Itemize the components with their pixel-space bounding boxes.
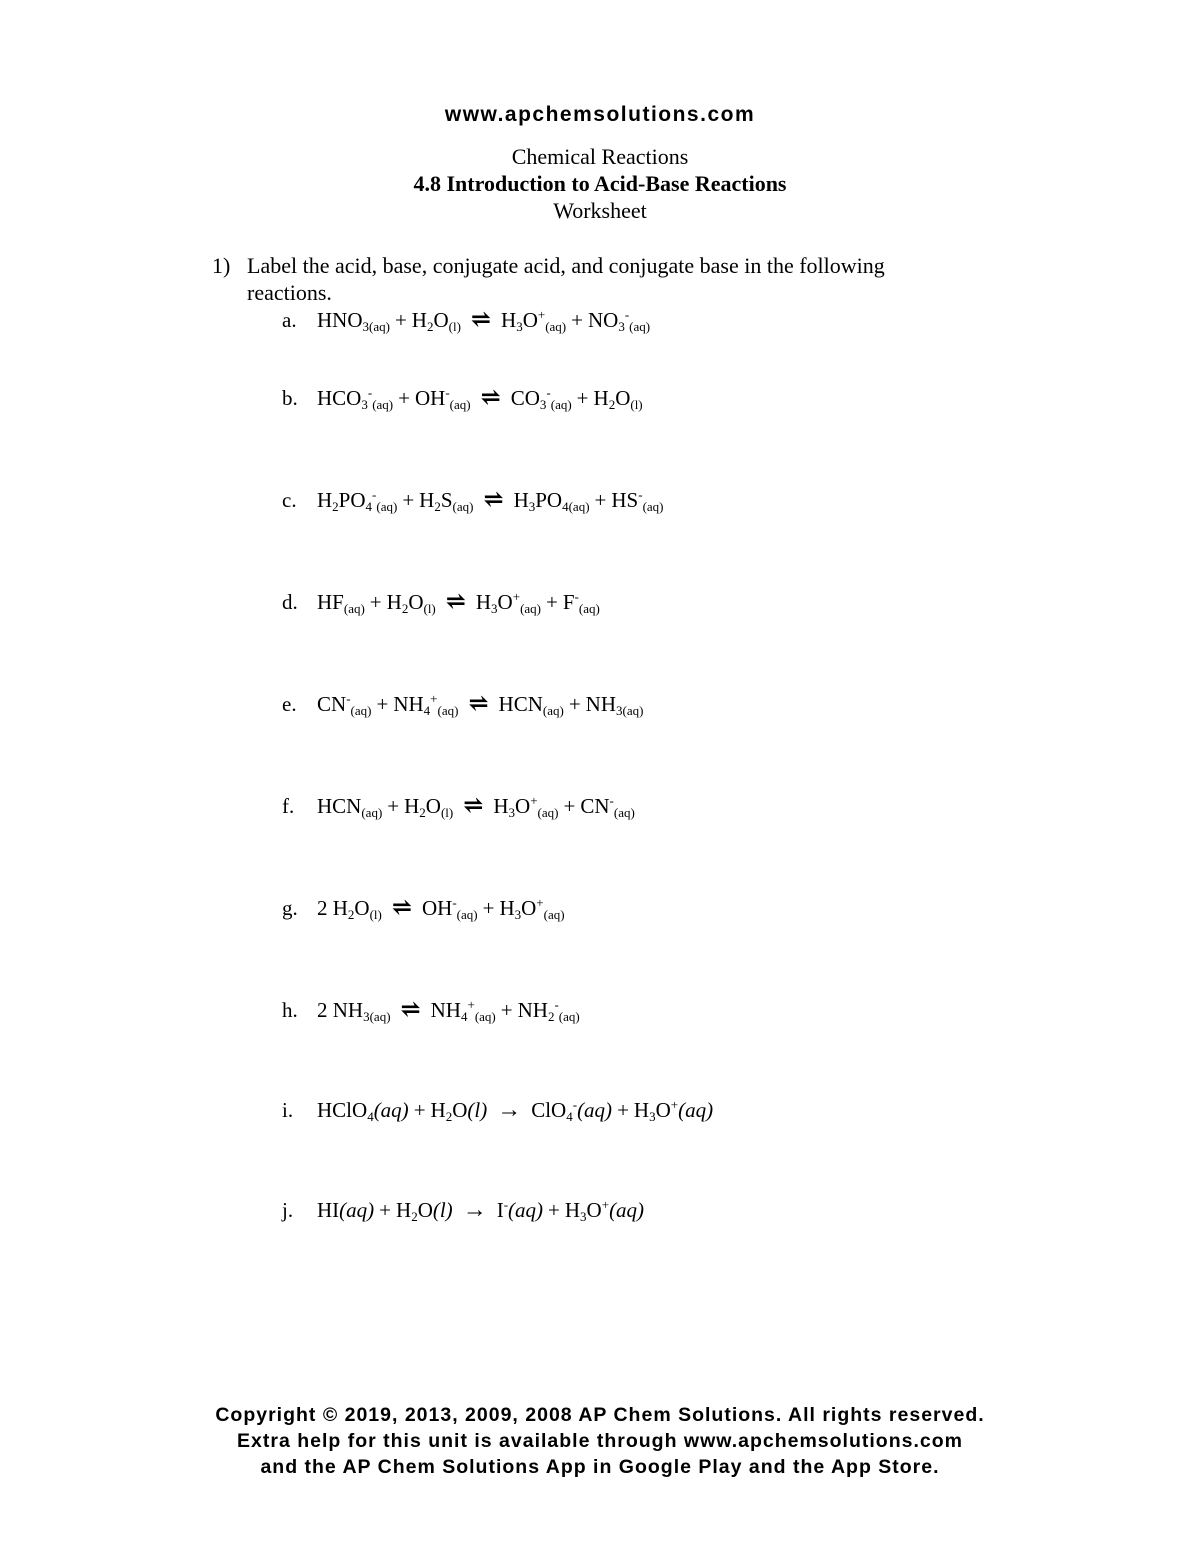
equilibrium-arrow-icon: ⇌ (445, 589, 466, 615)
product-1: I-(aq) (496, 1197, 544, 1222)
equation-j (282, 1198, 644, 1223)
product-1: $CO_3^-_{(aq)}$ (510, 385, 572, 412)
equation-letter: j. (282, 1198, 294, 1222)
product-1: $H_3PO_{4(aq)}$ (513, 488, 590, 514)
product-1: $NH_4^+_{(aq)}$ (430, 997, 496, 1024)
plus-sign: + (376, 692, 389, 716)
footer-line-2: Extra help for this unit is available through www.apchemsolutions.com (237, 1430, 963, 1452)
product-2: $NO_3^-_{(aq)}$ (587, 307, 651, 334)
reactant-1: $CN^-_{(aq)}$ (317, 691, 372, 718)
equation-b (282, 386, 643, 411)
plus-sign: + (546, 590, 558, 614)
equation-letter: h. (282, 998, 298, 1022)
equation-letter: c. (282, 488, 297, 512)
equation-letter: a. (282, 308, 297, 332)
footer-line-3: and the AP Chem Solutions App in Google Play and the App Store. (260, 1456, 940, 1478)
plus-sign: + (398, 386, 410, 410)
plus-sign: + (402, 488, 415, 512)
product-2: $CN^-_{(aq)}$ (580, 793, 635, 820)
product-2: $HS^-_{(aq)}$ (611, 487, 664, 514)
question-number: 1) (212, 253, 231, 278)
equation-h (282, 998, 580, 1023)
plus-sign: + (617, 1098, 629, 1122)
plus-sign: + (369, 590, 382, 614)
plus-sign: + (548, 1198, 560, 1222)
equilibrium-arrow-icon: ⇌ (483, 487, 504, 513)
unit-title: Chemical Reactions (511, 144, 689, 169)
product-2: $H_3O^+(aq)$ (564, 1197, 645, 1224)
plus-sign: + (563, 794, 576, 818)
product-2: $NH_2^-_{(aq)}$ (517, 997, 580, 1024)
plus-sign: + (568, 692, 581, 716)
plus-sign: + (413, 1098, 426, 1122)
product-2: $H_3O^+_{(aq)}$ (499, 895, 565, 922)
product-1: $H_3O^+_{(aq)}$ (501, 307, 567, 334)
reactant-2: $H_2S_{(aq)}$ (419, 488, 474, 514)
reactant-1: HClO$_4$(aq) (317, 1098, 409, 1124)
plus-sign: + (594, 488, 607, 512)
reactant-1: $HF_{(aq)}$ (317, 590, 365, 616)
product-2: $NH_{3(aq)}$ (585, 692, 644, 718)
equation-letter: e. (282, 692, 297, 716)
plus-sign: + (576, 386, 589, 410)
plus-sign: + (571, 308, 583, 332)
equation-d (282, 590, 600, 615)
equation-letter: f. (282, 794, 295, 818)
plus-sign: + (387, 794, 400, 818)
plus-sign: + (500, 998, 513, 1022)
title-block (0, 143, 1200, 224)
worksheet-title: Worksheet (553, 198, 647, 223)
equilibrium-arrow-icon: ⇌ (470, 307, 492, 333)
plus-sign: + (482, 896, 495, 920)
equation-letter: b. (282, 386, 298, 410)
reactant-2: $OH^-_{(aq)}$ (414, 385, 471, 412)
footer-line-1: Copyright © 2019, 2013, 2009, 2008 AP Chem Solutions. All rights reserved. (215, 1404, 985, 1426)
product-1: $H_3O^+_{(aq)}$ (493, 793, 559, 820)
reaction-arrow-icon: → (462, 1197, 487, 1223)
question-text: Label the acid, base, conjugate acid, and conjugate base in the following reactions. (247, 253, 885, 305)
equation-g (282, 896, 565, 921)
reactant-2: $NH_4^+_{(aq)}$ (393, 691, 459, 718)
reactant-1: $HCO_3^-_{(aq)}$ (317, 385, 394, 412)
reactant-2: $H_2O(l)$ (396, 1198, 453, 1224)
topic-title: 4.8 Introduction to Acid-Base Reactions (413, 171, 787, 196)
copyright-footer (0, 1402, 1200, 1480)
equation-i (282, 1098, 713, 1123)
product-2: $H_2O_{(l)}$ (593, 386, 643, 412)
reactant-2: $H_2O(l)$ (430, 1098, 488, 1124)
plus-sign: + (379, 1198, 392, 1222)
reaction-arrow-icon: → (497, 1097, 522, 1123)
equilibrium-arrow-icon: ⇌ (400, 997, 421, 1023)
equation-letter: d. (282, 590, 298, 614)
equation-letter: i. (282, 1098, 294, 1122)
reactant-1: $HCN_{(aq)}$ (317, 794, 383, 820)
reactant-1: HI(aq) (317, 1198, 375, 1222)
equation-f (282, 794, 635, 819)
reactant-1: 2 $NH_{3(aq)}$ (317, 998, 391, 1024)
equation-a (282, 308, 650, 333)
reactant-1: 2 $H_2O_{(l)}$ (317, 896, 382, 922)
reactant-2: $H_2O_{(l)}$ (386, 590, 436, 616)
equation-c (282, 488, 664, 513)
reactant-2: $H_2O_{(l)}$ (411, 308, 461, 334)
website-header: www.apchemsolutions.com (444, 103, 756, 126)
product-2: $F^-_{(aq)}$ (562, 589, 600, 616)
equation-e (282, 692, 643, 717)
product-1: $HCN_{(aq)}$ (498, 692, 564, 718)
plus-sign: + (394, 308, 407, 332)
product-1: $H_3O^+_{(aq)}$ (475, 589, 541, 616)
equilibrium-arrow-icon: ⇌ (480, 385, 501, 411)
reactant-1: $HNO_{3(aq)}$ (317, 308, 390, 334)
product-1: ClO$_4$-(aq) (531, 1097, 613, 1124)
equilibrium-arrow-icon: ⇌ (391, 895, 412, 921)
product-1: $OH^-_{(aq)}$ (421, 895, 478, 922)
equilibrium-arrow-icon: ⇌ (463, 793, 484, 819)
equilibrium-arrow-icon: ⇌ (468, 691, 489, 717)
reactant-1: $H_2PO_4^-_{(aq)}$ (317, 487, 398, 514)
product-2: $H_3O^+(aq)$ (633, 1097, 714, 1124)
reactant-2: $H_2O_{(l)}$ (404, 794, 454, 820)
equation-letter: g. (282, 896, 298, 920)
